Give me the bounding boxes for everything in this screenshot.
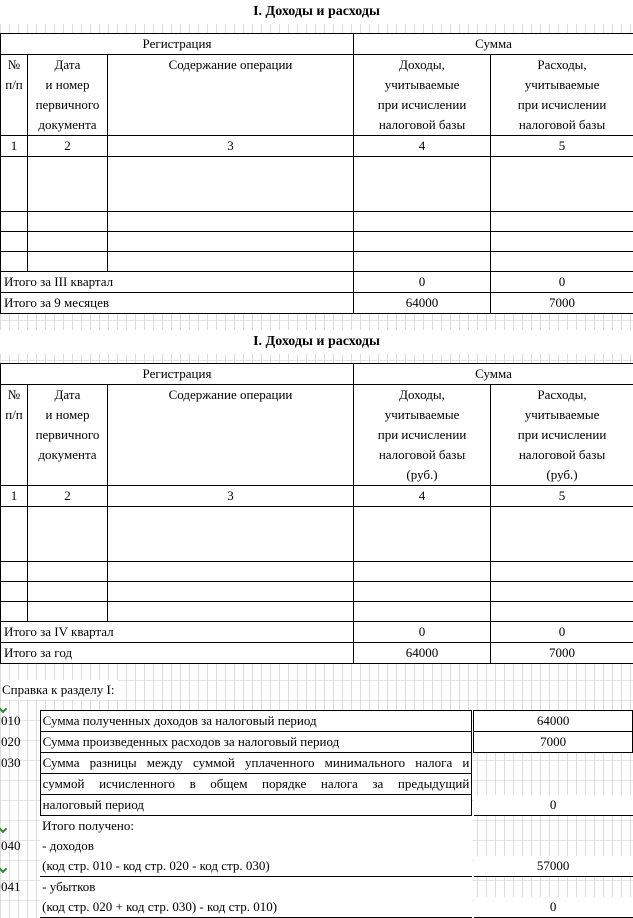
row-value: 64000 [474, 711, 633, 732]
col-content-header: Содержание операции [108, 55, 354, 136]
section2-title: I. Доходы и расходы [0, 330, 633, 354]
col-content-header: Содержание операции [108, 385, 354, 486]
row-value: 7000 [474, 732, 633, 753]
total-income: 64000 [354, 643, 491, 664]
row-text: Сумма полученных доходов за налоговый период [40, 711, 472, 732]
total-expense: 0 [491, 272, 633, 293]
total-income: 0 [354, 622, 491, 643]
row-formula: (код стр. 020 + код стр. 030) - код стр. 010) [40, 897, 472, 918]
received-label: Итого получено: [40, 816, 472, 837]
total-row [1, 622, 633, 643]
column-number-row: 1 2 3 4 5 [1, 136, 633, 157]
col-income-header: Доходы, учитываемые при исчислении налоговой базы [354, 55, 491, 136]
col-expense-header: Расходы, учитываемые при исчислении налоговой базы (руб.) [491, 385, 633, 486]
total-income: 64000 [354, 293, 491, 314]
section1-table [0, 33, 633, 314]
table-row [1, 562, 633, 582]
registration-header: Регистрация [1, 34, 354, 55]
table-row [1, 582, 633, 602]
total-label: Итого за III квартал [1, 272, 354, 293]
sum-header: Сумма [354, 34, 633, 55]
row-text: - доходов [40, 836, 472, 856]
row-code: 040 [0, 836, 40, 856]
total-label: Итого за год [1, 643, 354, 664]
row-code: 041 [0, 877, 40, 898]
col-date-header: Дата и номер первичного документа [28, 385, 108, 486]
row-code: 020 [0, 732, 40, 753]
total-row [1, 643, 633, 664]
section1-title: I. Доходы и расходы [0, 0, 633, 24]
col-num-header: № п/п [1, 55, 28, 136]
sum-header: Сумма [354, 364, 633, 385]
table-row [1, 252, 633, 272]
table-row [1, 602, 633, 622]
total-income: 0 [354, 272, 491, 293]
row-code: 030 [0, 753, 40, 774]
row-text: налоговый период [40, 795, 472, 816]
total-expense: 7000 [491, 293, 633, 314]
total-expense: 7000 [491, 643, 633, 664]
total-label: Итого за IV квартал [1, 622, 354, 643]
row-value: 57000 [474, 856, 633, 877]
row-text: - убытков [40, 877, 472, 898]
row-code: 010 [0, 711, 40, 732]
row-text: суммой исчисленного в общем порядке налога за предыдущий [40, 774, 472, 795]
registration-header: Регистрация [1, 364, 354, 385]
total-row [1, 293, 633, 314]
table-row [1, 212, 633, 232]
row-value: 0 [474, 795, 633, 816]
total-expense: 0 [491, 622, 633, 643]
column-number-row: 1 2 3 4 5 [1, 486, 633, 507]
section2-table [0, 363, 633, 664]
total-label: Итого за 9 месяцев [1, 293, 354, 314]
total-row [1, 272, 633, 293]
reference-table [0, 710, 633, 918]
col-income-header: Доходы, учитываемые при исчислении налоговой базы (руб.) [354, 385, 491, 486]
col-date-header: Дата и номер первичного документа [28, 55, 108, 136]
row-value: 0 [474, 897, 633, 918]
row-formula: (код стр. 010 - код стр. 020 - код стр. 030) [40, 856, 472, 877]
table-row [1, 232, 633, 252]
col-expense-header: Расходы, учитываемые при исчислении налоговой базы [491, 55, 633, 136]
table-row [1, 157, 633, 212]
col-num-header: № п/п [1, 385, 28, 486]
row-text: Сумма разницы между суммой уплаченного минимального налога и [40, 753, 472, 774]
row-text: Сумма произведенных расходов за налоговый период [40, 732, 472, 753]
reference-heading: Справка к разделу I: [2, 680, 118, 700]
table-row [1, 507, 633, 562]
